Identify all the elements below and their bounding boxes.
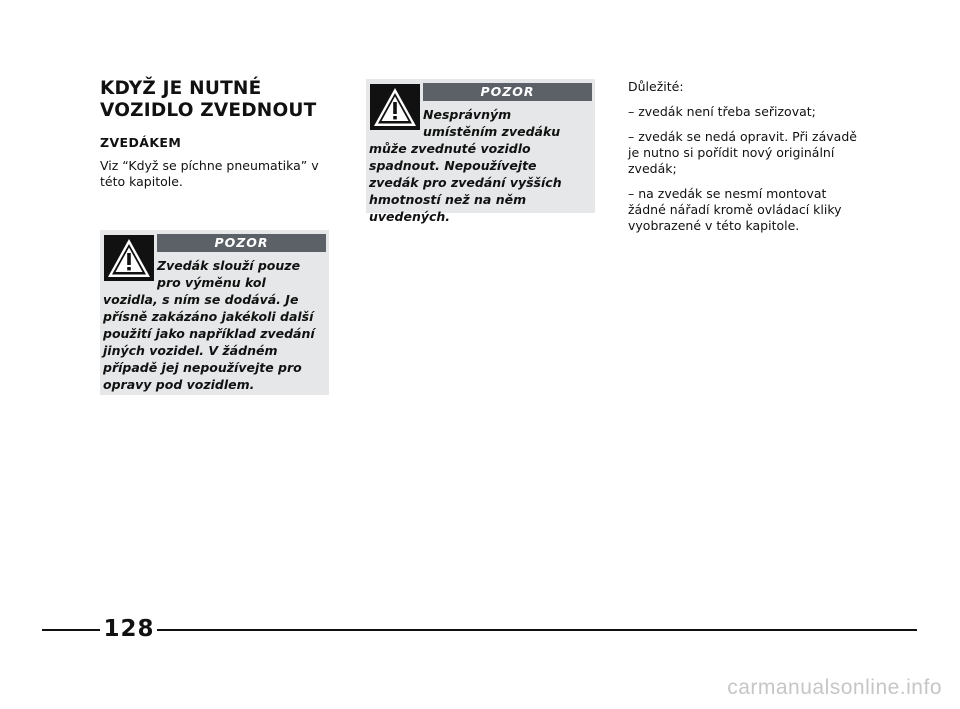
warning-text-content: Zvedák slouží pouze pro výměnu kol vozidla, s ním se dodává. Je přísně zakázáno jakékoli další použití jako například zvedání jiných vozidel. V žádném případě jej nepoužívejte pro opravy pod vozidlem. [103,258,315,392]
intro-text: Viz “Když se píchne pneumatika” v této kapitole. [100,158,319,189]
warning-text [103,257,321,393]
subsection-heading: ZVEDÁKEM [100,135,182,150]
warning-label: POZOR [423,83,592,101]
warning-text-content: Nesprávným umístěním zvedáku může zvednuté vozidlo spadnout. Nepoužívejte zvedák pro zvedání vyšších hmotností než na něm uvedených. [369,107,562,224]
section-heading-line1: KDYŽ JE NUTNÉ [100,78,262,99]
watermark: carmanualsonline.info [727,676,942,699]
warning-box-jack-usage [100,230,329,395]
important-item: – na zvedák se nesmí montovat žádné nářadí kromě ovládací kliky vyobrazené v této kapitole. [628,186,842,233]
warning-label: POZOR [157,234,326,252]
warning-text [369,106,587,225]
important-item: – zvedák se nedá opravit. Při závadě je nutno si pořídit nový originální zvedák; [628,129,857,176]
important-notes [628,79,868,243]
footer-rule-right [157,629,917,631]
warning-box-jack-placement [366,79,595,224]
page-number: 128 [103,616,155,642]
important-title: Důležité: [628,79,684,94]
section-heading [100,78,340,122]
important-item: – zvedák není třeba seřizovat; [628,104,816,119]
section-heading-line2: VOZIDLO ZVEDNOUT [100,100,317,121]
footer-rule-left [42,629,100,631]
